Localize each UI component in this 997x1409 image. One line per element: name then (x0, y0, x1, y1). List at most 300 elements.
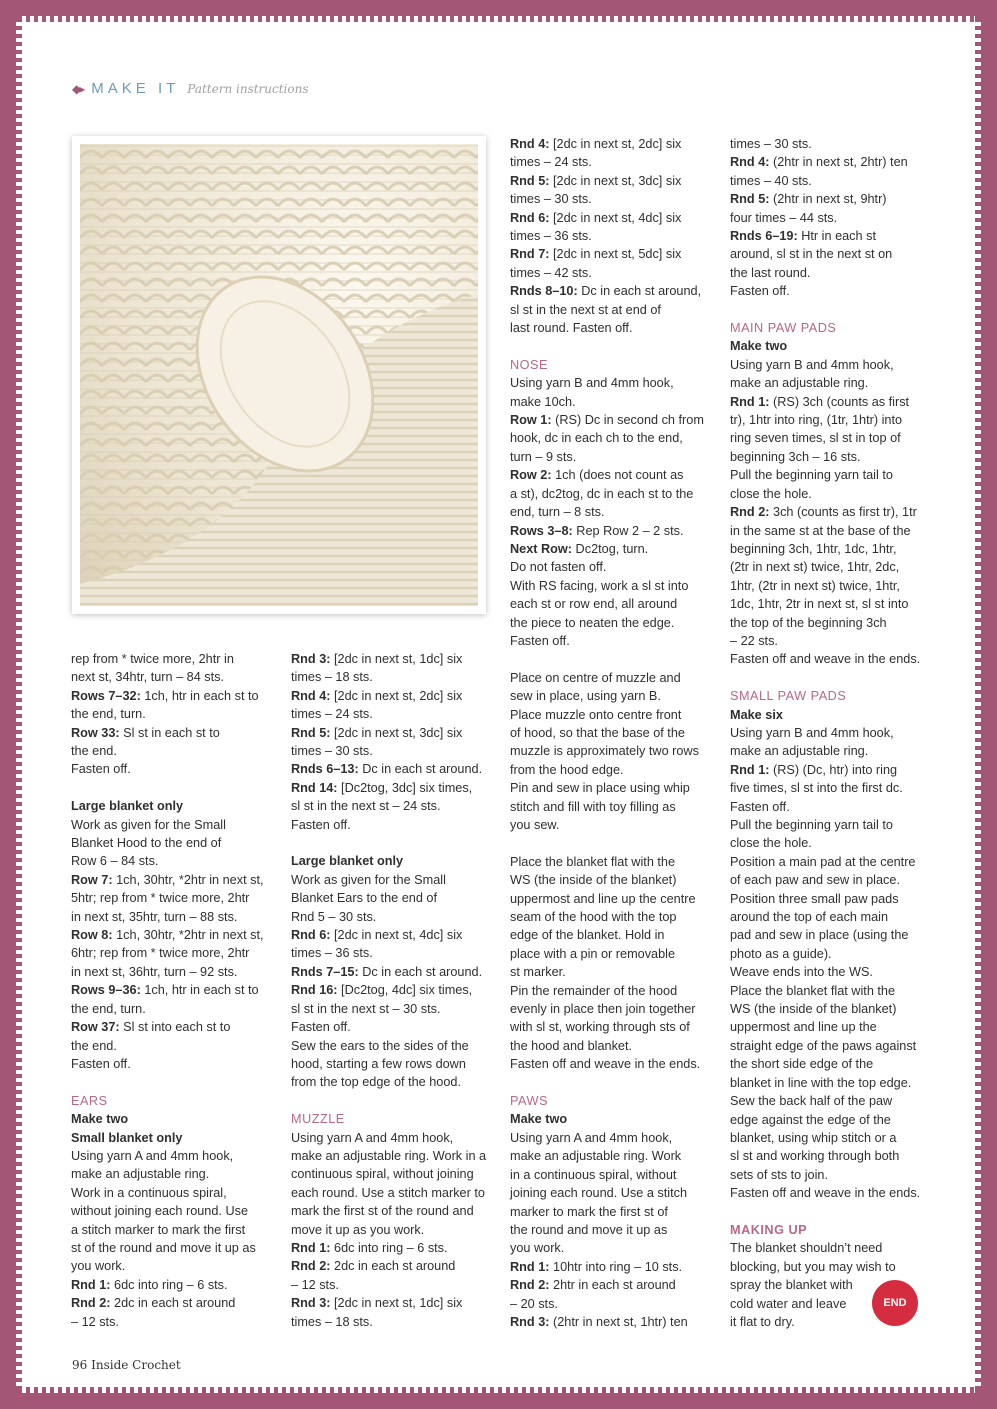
step-text: [2dc in next st, 4dc] six (330, 928, 463, 943)
photo-illustration (80, 144, 478, 606)
step-text: in next st, 35htr, turn – 88 sts. (71, 909, 238, 924)
step-text: (RS) (Dc, htr) into ring (769, 762, 898, 777)
step-text: last round. Fasten off. (510, 321, 633, 336)
step-label: Rnd 2: (71, 1296, 111, 1311)
pattern-line (510, 724, 715, 742)
pattern-line (71, 724, 276, 742)
pattern-line (730, 393, 935, 411)
step-text: around, sl st in the next st on (730, 247, 893, 262)
pattern-line (510, 1055, 715, 1073)
step-text: mark the first st of the round and (291, 1204, 474, 1219)
pattern-line (71, 852, 276, 870)
step-label: Rnd 7: (510, 247, 550, 262)
step-text: the end, turn. (71, 707, 146, 722)
pattern-line (291, 1018, 496, 1036)
pattern-line (510, 1000, 715, 1018)
section-heading: MUZZLE (291, 1112, 345, 1127)
step-text: joining each round. Use a stitch (510, 1186, 688, 1201)
step-text: – 20 sts. (510, 1296, 558, 1311)
page-footer (72, 1358, 181, 1372)
step-text: tr), 1htr into ring, (1tr, 1htr) into (730, 413, 903, 428)
pattern-line (730, 558, 935, 576)
pattern-line (730, 429, 935, 447)
pattern-line (291, 1221, 496, 1239)
pattern-line (291, 852, 496, 870)
step-text: each round. Use a stitch marker to (291, 1185, 485, 1200)
pattern-line (730, 209, 935, 227)
step-text: Place the blanket flat with the (730, 983, 896, 998)
step-text: WS (the inside of the blanket) (730, 1002, 897, 1017)
pattern-line (730, 632, 935, 650)
step-text: Using yarn A and 4mm hook, (291, 1130, 454, 1145)
pattern-line (291, 1165, 496, 1183)
pattern-line (71, 1184, 276, 1202)
pattern-line (291, 724, 496, 742)
step-text: 2htr in each st around (549, 1278, 676, 1293)
step-label: Make two (510, 1112, 568, 1127)
step-text: blanket in line with the top edge. (730, 1075, 912, 1090)
step-text: Using yarn B and 4mm hook, (730, 725, 894, 740)
pattern-line (291, 1294, 496, 1312)
pattern-line (510, 485, 715, 503)
column-3 (510, 135, 715, 1331)
step-text: you work. (71, 1259, 126, 1274)
step-text: 2dc in each st around (330, 1259, 456, 1274)
spacer (510, 834, 715, 852)
section-heading: MAKING UP (730, 1222, 808, 1237)
pattern-line (730, 1055, 935, 1073)
step-text: in the same st at the base of the (730, 523, 911, 538)
pattern-line (730, 926, 935, 944)
pattern-line (730, 890, 935, 908)
pattern-line (730, 1258, 935, 1276)
step-text: without joining each round. Use (71, 1204, 249, 1219)
pattern-line (510, 190, 715, 208)
step-text: Work as given for the Small (71, 817, 226, 832)
step-text: Position a main pad at the centre (730, 854, 916, 869)
step-text: sl st in the next st at end of (510, 302, 661, 317)
step-label: Rows 3–8: (510, 523, 573, 538)
step-text: times – 40 sts. (730, 173, 812, 188)
spacer (291, 834, 496, 852)
step-text: Pin the remainder of the hood (510, 983, 678, 998)
step-label: Rows 9–36: (71, 983, 141, 998)
pattern-line (730, 779, 935, 797)
header-title: MAKE IT (91, 80, 180, 97)
pattern-line (291, 908, 496, 926)
pattern-line (291, 1184, 496, 1202)
step-label: Rnd 4: (510, 137, 550, 151)
pattern-line (510, 209, 715, 227)
step-label: Row 7: (71, 872, 113, 887)
step-text: sl st and working through both (730, 1149, 900, 1164)
step-label: Rnd 5: (510, 173, 550, 188)
pattern-line (291, 871, 496, 889)
step-text: the top of the beginning 3ch (730, 615, 887, 630)
step-text: (RS) Dc in second ch from (551, 413, 704, 428)
step-text: a stitch marker to mark the first (71, 1222, 246, 1237)
step-text: evenly in place then join together (510, 1002, 696, 1017)
step-text: 1ch, htr in each st to (140, 983, 259, 998)
step-label: Rnd 6: (291, 928, 331, 943)
step-text: edge against the edge of the (730, 1112, 891, 1127)
step-text: 3ch (counts as first tr), 1tr (769, 505, 917, 520)
step-text: 1ch, htr in each st to (140, 688, 259, 703)
pattern-line (510, 779, 715, 797)
pattern-line (510, 1129, 715, 1147)
step-text: 6dc into ring – 6 sts. (330, 1240, 448, 1255)
pattern-line (510, 890, 715, 908)
step-text: beginning 3ch, 1htr, 1dc, 1htr, (730, 541, 897, 556)
pattern-line (510, 1166, 715, 1184)
pattern-line (510, 1203, 715, 1221)
pattern-line (730, 135, 935, 153)
step-text: muzzle is approximately two rows (510, 744, 699, 759)
pattern-line (510, 595, 715, 613)
pattern-line (510, 540, 715, 558)
pattern-line (510, 1018, 715, 1036)
step-text: 1ch (does not count as (551, 468, 684, 483)
pattern-line (730, 172, 935, 190)
step-text: (2htr in next st, 1htr) ten (549, 1314, 688, 1329)
pattern-line (71, 816, 276, 834)
section-heading: PAWS (510, 1094, 548, 1109)
pattern-line (510, 1313, 715, 1331)
pattern-line (71, 1239, 276, 1257)
pattern-line (71, 687, 276, 705)
step-text: [Dc2tog, 4dc] six times, (337, 983, 473, 998)
pattern-line (730, 1166, 935, 1184)
pattern-line (730, 816, 935, 834)
pattern-line (730, 503, 935, 521)
pattern-line (730, 742, 935, 760)
pattern-line (510, 264, 715, 282)
step-label: Rnd 1: (291, 1240, 331, 1255)
step-label: Row 1: (510, 413, 552, 428)
step-label: Next Row: (510, 541, 573, 556)
pattern-line (71, 1276, 276, 1294)
pattern-line (510, 853, 715, 871)
step-text: four times – 44 sts. (730, 210, 838, 225)
step-text: cold water and leave (730, 1296, 847, 1311)
pattern-line (510, 945, 715, 963)
pattern-line (291, 1147, 496, 1165)
step-text: Using yarn A and 4mm hook, (510, 1130, 673, 1145)
step-label: Large blanket only (291, 854, 404, 869)
pattern-line (730, 1092, 935, 1110)
step-text: uppermost and line up the centre (510, 891, 696, 906)
pattern-line (510, 577, 715, 595)
step-text: sets of sts to join. (730, 1167, 829, 1182)
pattern-line (510, 1276, 715, 1294)
pattern-line (71, 871, 276, 889)
step-label: Rnd 6: (510, 210, 550, 225)
pattern-line (730, 1147, 935, 1165)
step-label: Rnd 2: (291, 1259, 331, 1274)
step-label: Rnd 1: (730, 762, 770, 777)
pattern-line (291, 944, 496, 962)
step-text: times – 36 sts. (291, 946, 373, 961)
step-text: around the top of each main (730, 910, 888, 925)
pattern-line (730, 963, 935, 981)
pattern-line (71, 834, 276, 852)
pattern-line (291, 1257, 496, 1275)
step-text: the piece to neaten the edge. (510, 615, 675, 630)
pattern-line (730, 245, 935, 263)
step-text: Sl st into each st to (119, 1020, 231, 1035)
step-text: Place muzzle onto centre front (510, 707, 682, 722)
step-text: (2tr in next st) twice, 1htr, 2dc, (730, 560, 900, 575)
pattern-line (291, 668, 496, 686)
step-text: in a continuous spiral, without (510, 1167, 677, 1182)
pattern-line (730, 1018, 935, 1036)
pattern-line (730, 834, 935, 852)
pattern-line (510, 448, 715, 466)
pattern-line (71, 1055, 276, 1073)
step-text: it flat to dry. (730, 1314, 795, 1329)
pattern-line (71, 1257, 276, 1275)
step-text: the end. (71, 744, 117, 759)
step-text: Fasten off. (71, 762, 131, 777)
pattern-line (291, 705, 496, 723)
pattern-line (510, 282, 715, 300)
step-text: sl st in the next st – 24 sts. (291, 799, 441, 814)
step-text: 6dc into ring – 6 sts. (110, 1277, 228, 1292)
step-text: the end, turn. (71, 1001, 146, 1016)
step-text: Dc in each st around. (358, 762, 483, 777)
step-text: times – 18 sts. (291, 670, 373, 685)
step-label: Rnds 6–13: (291, 762, 359, 777)
step-text: blocking, but you may wish to (730, 1259, 896, 1274)
step-text: uppermost and line up the (730, 1020, 877, 1035)
step-text: times – 30 sts. (510, 192, 592, 207)
step-text: make 10ch. (510, 394, 576, 409)
step-text: Dc2tog, turn. (572, 541, 649, 556)
pattern-line (291, 816, 496, 834)
pattern-line (291, 926, 496, 944)
pattern-line (730, 522, 935, 540)
step-text: sew in place, using yarn B. (510, 689, 661, 704)
pattern-line (510, 411, 715, 429)
step-label: Row 37: (71, 1020, 120, 1035)
pattern-line (730, 761, 935, 779)
step-label: Rnd 14: (291, 780, 338, 795)
pattern-line (510, 1037, 715, 1055)
step-text: times – 42 sts. (510, 265, 592, 280)
pattern-line (730, 706, 935, 724)
step-text: seam of the hood with the top (510, 910, 677, 925)
step-text: Fasten off. (730, 284, 790, 299)
pattern-line (730, 1184, 935, 1202)
step-text: [Dc2tog, 3dc] six times, (337, 780, 473, 795)
section-heading: MAIN PAW PADS (730, 321, 837, 336)
step-text: from the hood edge. (510, 762, 624, 777)
step-text: [2dc in next st, 5dc] six (549, 247, 682, 262)
pattern-line (71, 1110, 276, 1128)
step-text: The blanket shouldn’t need (730, 1241, 883, 1256)
header-subtitle: Pattern instructions (187, 81, 309, 96)
step-text: the end. (71, 1038, 117, 1053)
step-label: Make six (730, 707, 783, 722)
step-text: – 12 sts. (291, 1277, 339, 1292)
pattern-line (510, 319, 715, 337)
step-text: place with a pin or removable (510, 946, 676, 961)
step-text: Sew the ears to the sides of the (291, 1038, 469, 1053)
step-text: stitch and fill with toy filling as (510, 799, 676, 814)
pattern-line (730, 1111, 935, 1129)
step-text: blanket, using whip stitch or a (730, 1130, 897, 1145)
step-label: Small blanket only (71, 1130, 183, 1145)
frame-edge-bottom (22, 1387, 975, 1393)
step-text: Fasten off. (71, 1056, 131, 1071)
step-label: Row 2: (510, 468, 552, 483)
pattern-line (510, 558, 715, 576)
pattern-line (730, 264, 935, 282)
step-text: Fasten off. (291, 817, 351, 832)
step-text: 10htr into ring – 10 sts. (549, 1259, 683, 1274)
section-header (72, 80, 309, 97)
step-label: Rnd 2: (730, 505, 770, 520)
step-label: Rnd 4: (291, 688, 331, 703)
pattern-line (510, 522, 715, 540)
step-text: close the hole. (730, 836, 812, 851)
pattern-line (510, 1110, 715, 1128)
end-badge: END (872, 1280, 918, 1326)
step-text: Fasten off and weave in the ends. (730, 1186, 921, 1201)
step-text: edge of the blanket. Hold in (510, 928, 665, 943)
pattern-line (71, 1313, 276, 1331)
step-label: Row 33: (71, 725, 120, 740)
pattern-line (291, 963, 496, 981)
pattern-line (730, 650, 935, 668)
pattern-line (510, 1258, 715, 1276)
pattern-line (730, 908, 935, 926)
pattern-line (71, 705, 276, 723)
step-text: sl st in the next st – 30 sts. (291, 1001, 441, 1016)
step-text: Row 6 – 84 sts. (71, 854, 159, 869)
spacer (510, 337, 715, 355)
step-label: Rnd 2: (510, 1278, 550, 1293)
pattern-line (291, 779, 496, 797)
pattern-line (71, 650, 276, 668)
pattern-line (730, 356, 935, 374)
pattern-line (71, 1037, 276, 1055)
step-label: Rnd 16: (291, 983, 338, 998)
section-heading: SMALL PAW PADS (730, 689, 847, 704)
step-text: close the hole. (730, 486, 812, 501)
step-text: times – 18 sts. (291, 1314, 373, 1329)
pattern-line (71, 944, 276, 962)
pattern-line (730, 337, 935, 355)
pattern-line (291, 1000, 496, 1018)
step-text: photo as a guide). (730, 946, 832, 961)
spacer (730, 1203, 935, 1221)
column-1 (71, 650, 276, 1331)
pattern-line (730, 282, 935, 300)
step-text: 1ch, 30htr, *2htr in next st, (112, 872, 264, 887)
step-text: straight edge of the paws against (730, 1038, 917, 1053)
pattern-line (510, 669, 715, 687)
step-label: Rnds 8–10: (510, 284, 578, 299)
spacer (291, 1092, 496, 1110)
step-label: Make two (730, 339, 788, 354)
pattern-line (510, 798, 715, 816)
step-text: times – 30 sts. (730, 137, 812, 151)
pattern-line (510, 301, 715, 319)
step-text: Weave ends into the WS. (730, 965, 873, 980)
pattern-line (71, 760, 276, 778)
step-text: Using yarn B and 4mm hook, (510, 376, 674, 391)
step-text: Dc in each st around, (577, 284, 702, 299)
blanket-photo (72, 136, 486, 614)
pattern-line (291, 1276, 496, 1294)
step-text: Place on centre of muzzle and (510, 670, 681, 685)
pattern-line (291, 1313, 496, 1331)
step-text: [2dc in next st, 2dc] six (330, 688, 463, 703)
pattern-line (730, 540, 935, 558)
pattern-line (71, 1294, 276, 1312)
step-text: the short side edge of the (730, 1057, 874, 1072)
pattern-line (730, 1037, 935, 1055)
pattern-line (510, 1221, 715, 1239)
pattern-line (510, 245, 715, 263)
pattern-line (291, 797, 496, 815)
step-text: a st), dc2tog, dc in each st to the (510, 486, 694, 501)
pattern-line (510, 982, 715, 1000)
step-text: Using yarn A and 4mm hook, (71, 1148, 234, 1163)
pattern-line (71, 926, 276, 944)
pattern-line (510, 503, 715, 521)
pattern-line (730, 190, 935, 208)
step-label: Rnd 4: (730, 155, 770, 170)
pattern-line (510, 908, 715, 926)
pattern-line (730, 1000, 935, 1018)
spacer (510, 1074, 715, 1092)
pattern-line (730, 374, 935, 392)
spacer (510, 650, 715, 668)
step-text: continuous spiral, without joining (291, 1167, 474, 1182)
step-text: [2dc in next st, 2dc] six (549, 137, 682, 151)
pattern-line (71, 1147, 276, 1165)
step-text: Blanket Hood to the end of (71, 836, 222, 851)
pattern-line (730, 871, 935, 889)
pattern-line (71, 1221, 276, 1239)
step-text: turn – 9 sts. (510, 449, 577, 464)
step-text: each st or row end, all around (510, 597, 678, 612)
step-text: (2htr in next st, 2htr) ten (769, 155, 908, 170)
pattern-line (730, 485, 935, 503)
step-text: of hood, so that the base of the (510, 725, 685, 740)
step-text: make an adjustable ring. Work (510, 1149, 682, 1164)
step-text: – 12 sts. (71, 1314, 119, 1329)
step-text: 5htr; rep from * twice more, 2htr (71, 891, 250, 906)
step-text: move it up as you work. (291, 1222, 425, 1237)
step-text: make an adjustable ring. Work in a (291, 1148, 487, 1163)
step-text: 1dc, 1htr, 2tr in next st, sl st into (730, 597, 909, 612)
step-text: you sew. (510, 818, 560, 832)
step-text: st of the round and move it up as (71, 1240, 256, 1255)
step-text: Fasten off. (291, 1020, 351, 1035)
pattern-line (291, 1037, 496, 1055)
step-text: With RS facing, work a sl st into (510, 578, 689, 593)
pattern-line (730, 595, 935, 613)
pattern-line (730, 724, 935, 742)
step-text: Work in a continuous spiral, (71, 1185, 227, 1200)
pattern-line (71, 1000, 276, 1018)
pattern-line (730, 614, 935, 632)
step-text: (2htr in next st, 9htr) (769, 192, 887, 207)
step-text: make an adjustable ring. (730, 744, 869, 759)
